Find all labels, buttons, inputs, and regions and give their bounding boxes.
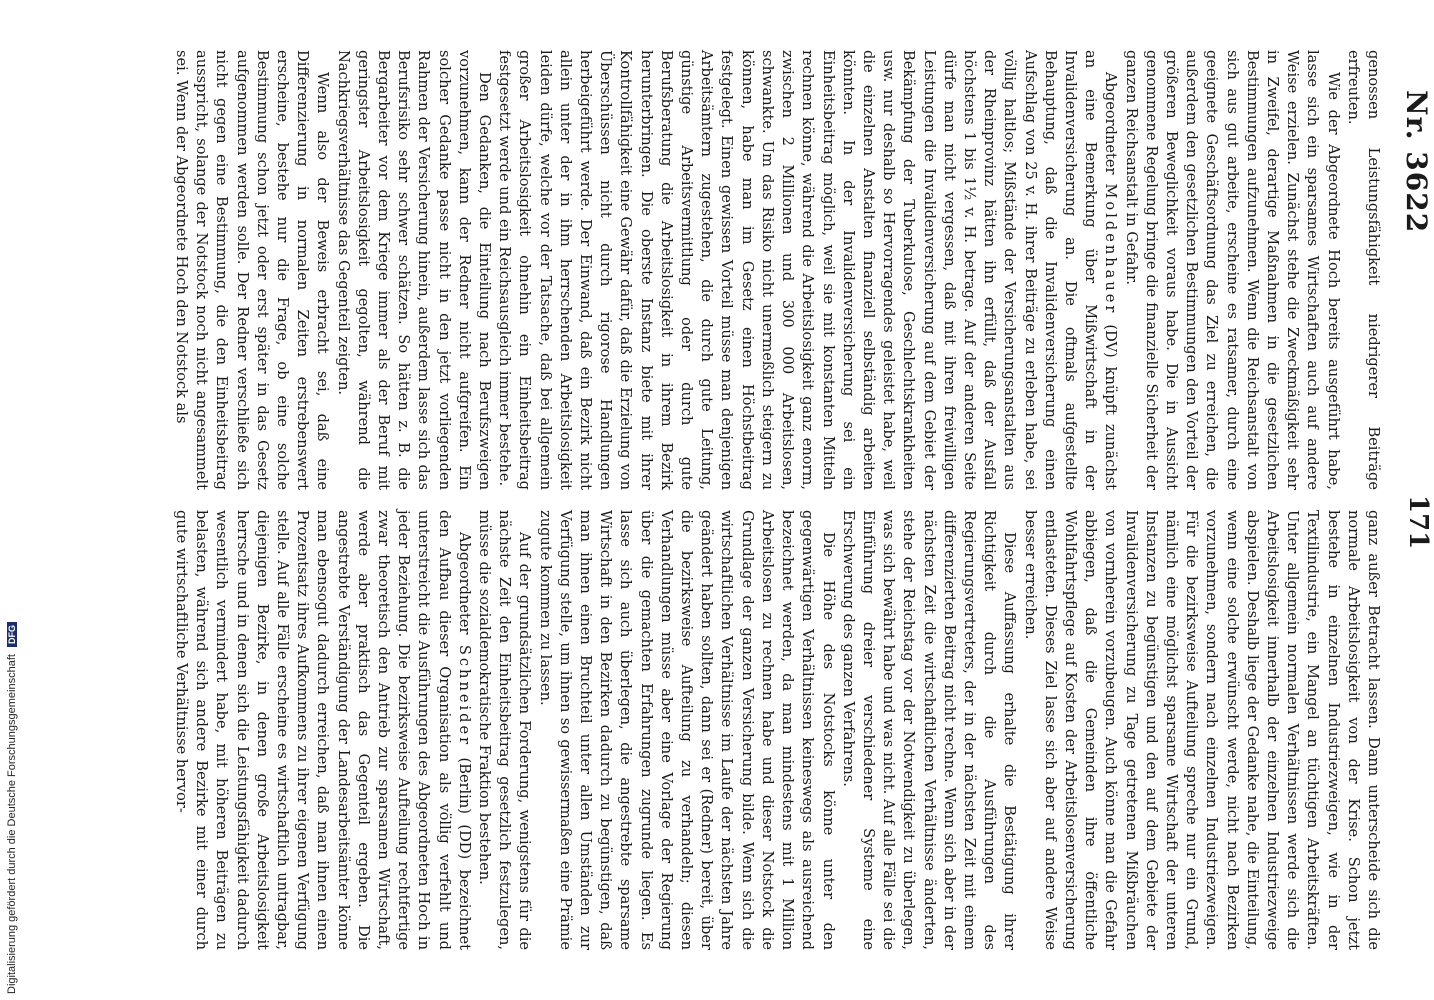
- paragraph: Auf der grundsätzlichen Forderung, wenigstens für die nächste Zeit den Einheitsbeitrag gesetzlich festzulegen, müsse die sozialdemokratische Fraktion bestehen.: [476, 510, 534, 950]
- speaker-name: Moldenhauer: [1102, 183, 1120, 316]
- paragraph: Den Gedanken, die Einteilung nach Berufszweigen vorzunehmen, kann der Redner nicht aufgreifen. Ein solcher Gedanke passe nicht in den jetzt vorliegenden Rahmen der Versicherung hinein, außerdem lasse sich das Berufsrisiko sehr schwer schätzen. So hätten z. B. die Bergarbeiter vor dem Kriege immer als der Beruf mit geringster Arbeitslosigkeit gegolten, während die Nachkriegsverhältnisse das Gegenteil zeigten.: [334, 50, 494, 490]
- issue-number: Nr. 3622: [1400, 90, 1433, 234]
- paragraph: genossen Leistungsfähigkeit niedrigerer Beiträge erfreuten.: [1344, 50, 1382, 490]
- speaker-prefix: Abgeordneter: [455, 532, 473, 635]
- paragraph: Wenn also der Beweis erbracht sei, daß eine Differenzierung in normalen Zeiten erstrebenswert erscheine, bestehe nur die Frage, ob eine solche Bestimmung schon jetzt oder erst später in das Gesetz aufgenommen werden solle. Der Redner verschließe sich nicht gegen eine Bestimmung, die den Einheitsbeitrag ausspricht, solange der Notstock noch nicht angesammelt sei. Wenn der Abgeordnete Hoch den Notstock als: [173, 50, 332, 490]
- left-column: [171, 50, 1383, 490]
- paragraph: Diese Auffassung erhalte die Bestätigung ihrer Richtigkeit durch die Ausführungen des Regierungsvertreters, der in der nächsten Zeit mit einem differenzierten Beitrag nicht rechne. Wenn sich aber in der nächsten Zeit die wirtschaftlichen Verhältnisse änderten, stehe der Reichstag vor der Notwendigkeit zu überlegen, was sich bewährt habe und was nicht. Auf alle Fälle sei die Einführung dreier verschiedener Systeme eine Erschwerung des ganzen Verfahrens.: [839, 510, 1019, 950]
- document-page: [123, 30, 1434, 970]
- paragraph: [494, 50, 1120, 490]
- paragraph: Wie der Abgeordnete Hoch bereits ausgeführt habe, lasse sich ein sparsames Wirtschaften auch auf andere Weise erzielen. Zunächst stehe die Zweckmäßigkeit sehr in Zweifel, derartige Maßnahmen in die gesetzlichen Bestimmungen aufzunehmen. Wenn die Reichsanstalt von sich aus gut arbeite, erscheine es ratsamer, durch eine geeignete Geschäftsordnung das Ziel zu erreichen, die außerdem den gesetzlichen Bestimmungen den Vorteil der größeren Beweglichkeit voraus habe. Die in Aussicht genommene Regelung bringe die finanzielle Sicherheit der ganzen Reichsanstalt in Gefahr.: [1122, 50, 1342, 490]
- speaker-prefix: Abgeordneter: [1102, 72, 1120, 175]
- paragraph-text: (DV) knüpft zunächst an eine Bemerkung über Mißwirtschaft in der Invalidenversicherung an. Die oftmals aufgestellte Behauptung, daß die Invalidenversicherung einen Aufschlag von 25 v. H. ihrer Beiträge zu erleben habe, sei völlig haltlos; Mißstände der Versicherungsanstalten aus der Rheinprovinz hätten ihn erfüllt, daß der Ausfall höchstens 1 bis 1½ v. H. betrage. Auf der anderen Seite dürfe man nicht vergessen, daß mit ihren freiwilligen Leistungen die Invalidenversicherung auf dem Gebiet der Bekämpfung der Tuberkulose, Geschlechtskrankheiten usw. nur deshalb so Hervorragendes geleistet habe, weil die einzelnen Anstalten finanziell selbständig arbeiten könnten. In der Invalidenversicherung sei ein Einheitsbeitrag möglich, weil sie mit konstanten Mitteln rechnen könne, während die Arbeitslosigkeit ganz enorm, zwischen 2 Millionen und 300 000 Arbeitslosen, schwankte. Um das Risiko nicht unermeßlich steigern zu können, habe man im Gesetz einen Höchstbeitrag festgelegt. Einen gewissen Vorteil müsse man denjenigen Arbeitsämtern zugestehen, die durch gute Leitung, günstige Arbeitsvermittlung oder durch gute Berufsberatung die Arbeitslosigkeit in ihrem Bezirk herunterbringen. Die oberste Instanz biete mit ihrer Kontrollfähigkeit eine Gewähr dafür, daß die Erzielung von Überschüssen nicht durch rigorose Handlungen herbeigeführt werde. Der Einwand, daß ein Bezirk nicht allein unter der in ihm herrschenden Arbeitslosigkeit leiden dürfe, welche vor der Tatsache, daß bei allgemein großer Arbeitslosigkeit ohnehin ein Einheitsbeitrag festgesetzt werde und ein Reichsausgleich immer bestehe.: [496, 50, 1120, 491]
- page-header: [1393, 30, 1433, 970]
- paragraph: ganz außer Betracht lassen. Dann unterscheide sich die normale Arbeitslosigkeit von der Krise. Schon jetzt bestehe in einzelnen Industriezweigen, wie in der Textilindustrie, ein Mangel an tüchtigen Arbeitskräften. Unter allgemein normalen Verhältnissen werde sich die Arbeitslosigkeit innerhalb der einzelnen Industriezweige abspielen. Deshalb liege der Gedanke nahe, die Einteilung, wenn eine solche erwünscht werde, nicht nach Bezirken vorzunehmen, sondern nach einzelnen Industriezweigen. Für die bezirksweise Aufteilung spreche nur ein Grund, nämlich eine möglichst sparsame Wirtschaft der unteren Instanzen zu begünstigen und den auf dem Gebiete der Invalidenversicherung zu Tage getretenen Mißbräuchen von vornherein vorzubeugen. Auch könne man die Gefahr abbiegen, daß die Gemeinden ihre öffentliche Wohlfahrtspflege auf Kosten der Arbeitslosenversicherung entlasteten. Dieses Ziel lasse sich aber auf andere Weise besser erreichen.: [1021, 510, 1382, 950]
- right-column: [171, 510, 1383, 950]
- paragraph: Die Höhe des Notstocks könne unter den gegenwärtigen Verhältnissen keineswegs als ausreichend bezeichnet werden, da man mindestens mit 1 Million Arbeitslosen zu rechnen habe und dieser Notstock die Grundlage der ganzen Versicherung bilde. Wenn sich die wirtschaftlichen Verhältnisse im Laufe der nächsten Jahre geändert haben sollten, dann sei er (Redner) bereit, über die bezirksweise Aufteilung zu verhandeln; diesen Verhandlungen müsse aber eine Vorlage der Regierung über die gemachten Erfahrungen zugrunde liegen. Es lasse sich auch überlegen, die angestrebte sparsame Wirtschaft in den Bezirken dadurch zu begünstigen, daß man ihnen einen Bruchteil unter allen Umständen zur Verfügung stelle, um ihnen so gewissermaßen eine Prämie zugute kommen zu lassen.: [536, 510, 837, 950]
- dfg-logo: DFG: [7, 622, 17, 647]
- speaker-name: Schneider: [455, 644, 473, 748]
- page-number: 171: [1403, 495, 1433, 550]
- paragraph: [171, 510, 474, 950]
- paragraph-text: (Berlin) (DD) bezeichnet den Aufbau dieser Organisation als völlig verfehlt und unterstreicht die Ausführungen des Abgeordneten Hoch in jeder Beziehung. Die bezirksweise Aufteilung rechtfertige zwar theoretisch den Antrieb zur sparsamen Wirtschaft, werde aber praktisch das Gegenteil ergeben. Die angestrebte Verständigung der Landesarbeitsämter könne man ebensogut dadurch erreichen, daß man ihnen einen Prozentsatz ihres Aufkommens zu ihrer eigenen Verfügung stelle. Auf alle Fälle erscheine es wirtschaftlich untragbar, diejenigen Bezirke, in denen große Arbeitslosigkeit herrsche und in denen sich die Leistungsfähigkeit dadurch wesentlich vermindert habe, mit höheren Beiträgen zu belasten, während sich andere Bezirke mit einer durch gute wirtschaftliche Verhältnisse hervor-: [173, 510, 473, 951]
- credit-text: Digitalisierung gefördert durch die Deutsche Forschungsgemeinschaft: [6, 654, 18, 994]
- digitization-credit: [4, 4, 18, 994]
